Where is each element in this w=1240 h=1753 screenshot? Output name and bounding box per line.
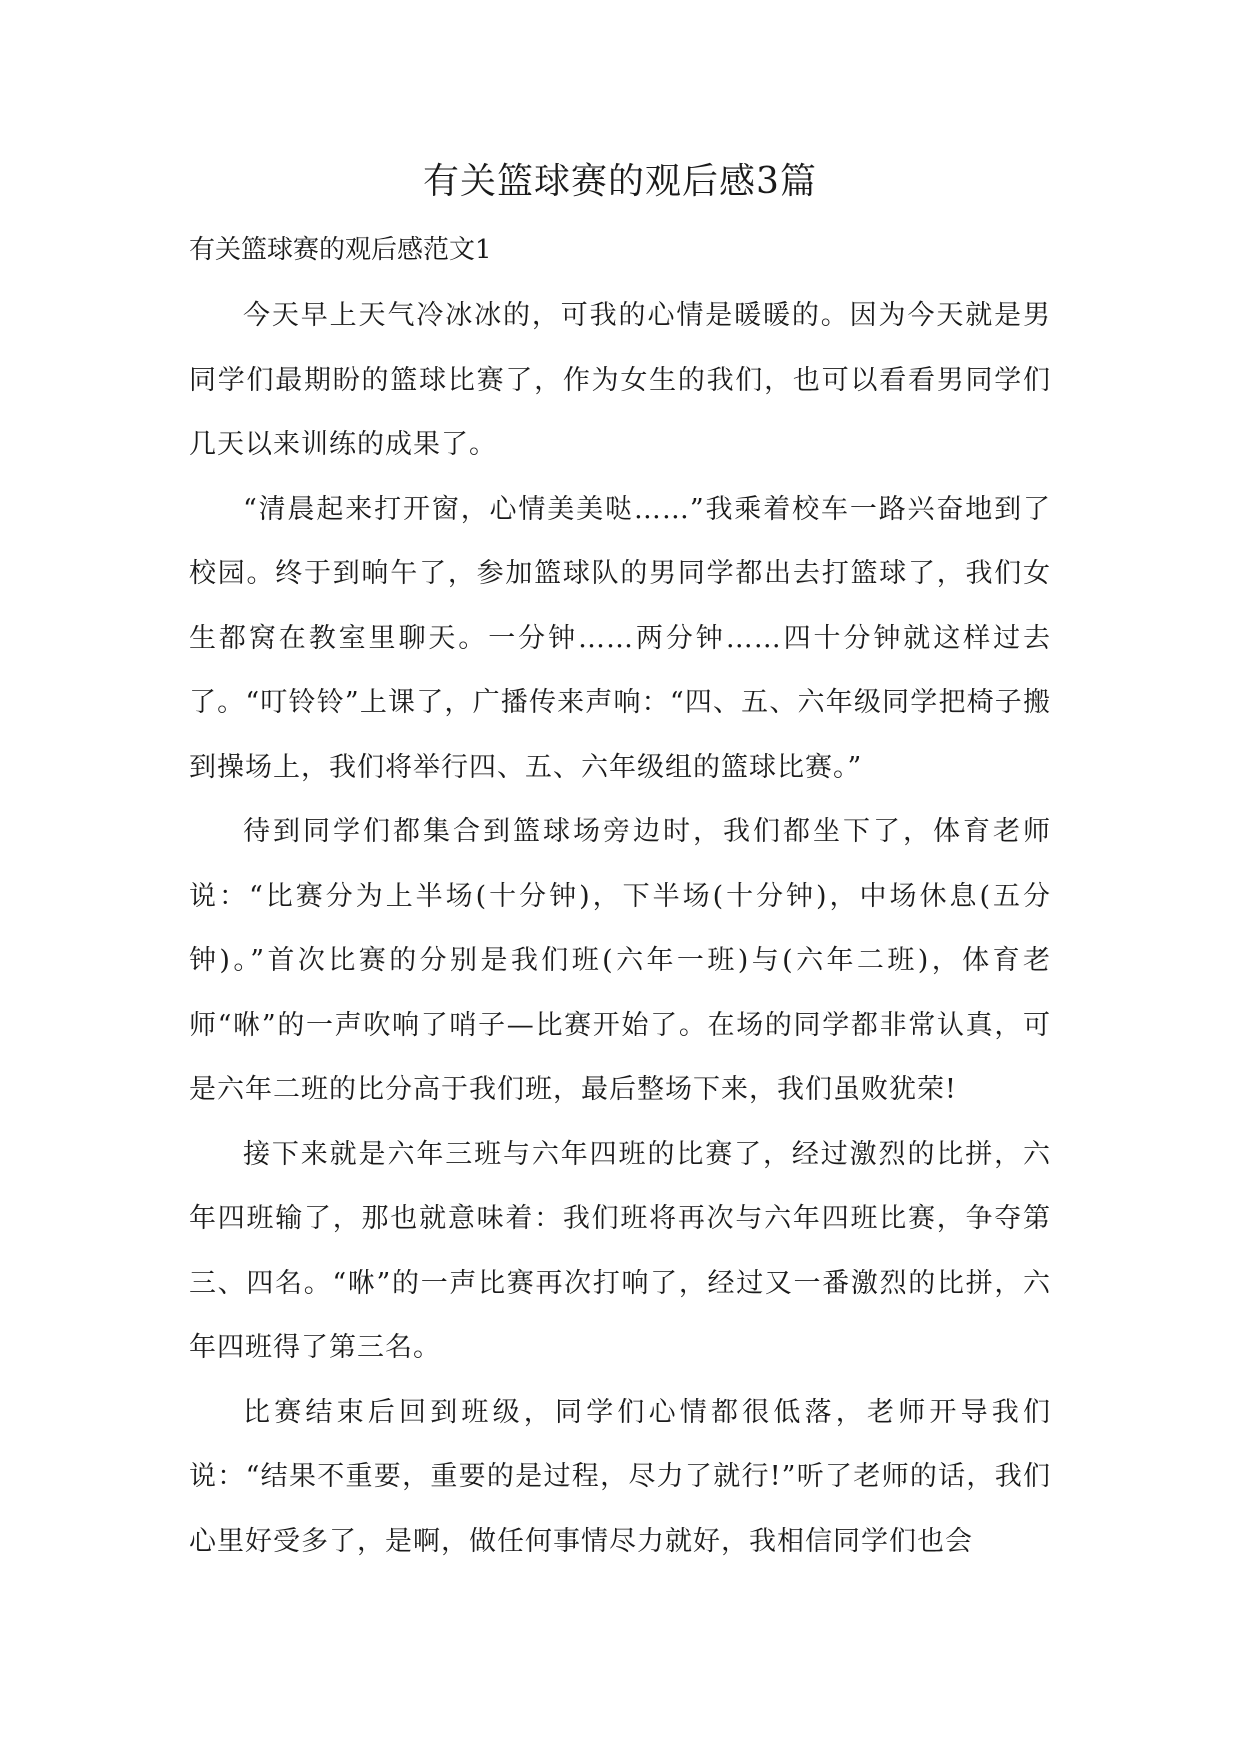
section-heading: 有关篮球赛的观后感范文1 (189, 235, 492, 265)
paragraph-2: “清晨起来打开窗，心情美美哒……”我乘着校车一路兴奋地到了校园。终于到晌午了，参加篮球队的男同学都出去打篮球了，我们女生都窝在教室里聊天。一分钟……两分钟……四十分钟就这样过去了。“叮铃铃”上课了，广播传来声响：“四、五、六年级同学把椅子搬到操场上，我们将举行四、五、六年级组的篮球比赛。” (189, 493, 1051, 783)
paragraph-5: 比赛结束后回到班级，同学们心情都很低落，老师开导我们说：“结果不重要，重要的是过程，尽力了就行!”听了老师的话，我们心里好受多了，是啊，做任何事情尽力就好，我相信同学们也会 (189, 1396, 1051, 1557)
paragraph-1: 今天早上天气冷冰冰的，可我的心情是暖暖的。因为今天就是男同学们最期盼的篮球比赛了，作为女生的我们，也可以看看男同学们几天以来训练的成果了。 (189, 300, 1051, 460)
document-body (189, 284, 1051, 1574)
document-title: 有关篮球赛的观后感3篇 (423, 161, 817, 202)
paragraph-4: 接下来就是六年三班与六年四班的比赛了，经过激烈的比拼，六年四班输了，那也就意味着：我们班将再次与六年四班比赛，争夺第三、四名。“咻”的一声比赛再次打响了，经过又一番激烈的比拼，六年四班得了第三名。 (189, 1138, 1051, 1363)
paragraph-3: 待到同学们都集合到篮球场旁边时，我们都坐下了，体育老师说：“比赛分为上半场(十分钟)，下半场(十分钟)，中场休息(五分钟)。”首次比赛的分别是我们班(六年一班)与(六年二班)，体育老师“咻”的一声吹响了哨子—比赛开始了。在场的同学都非常认真，可是六年二班的比分高于我们班，最后整场下来，我们虽败犹荣! (189, 816, 1051, 1105)
